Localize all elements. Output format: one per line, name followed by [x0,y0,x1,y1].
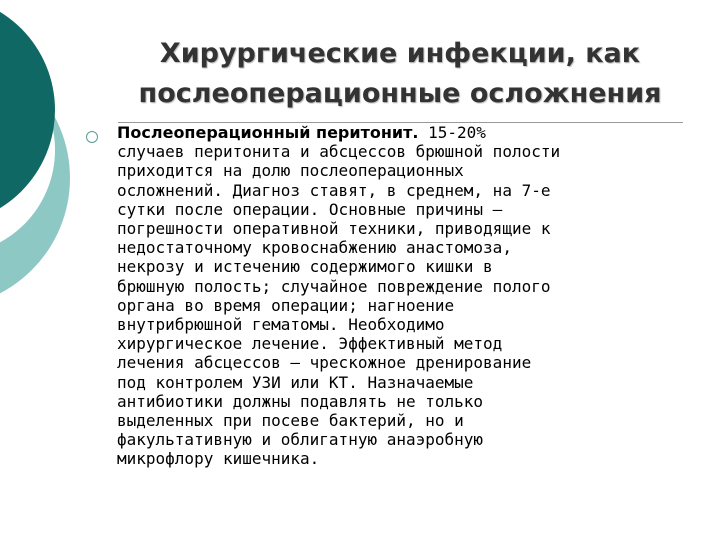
bullet-line: лечения абсцессов – чрескожное дренирование [117,353,532,373]
bullet-line: случаев перитонита и абсцессов брюшной полости [117,142,561,162]
bullet-line: недостаточному кровоснабжению анастомоза, [117,238,512,258]
bullet-line: приходится на долю послеоперационных [117,161,464,181]
bullet-line: под контролем УЗИ или КТ. Назначаемые [117,372,474,392]
title-line-1: Хирургические инфекции, как [159,38,641,69]
bullet-line: факультативную и облигатную анаэробную [117,430,484,450]
bullet-line-1 [117,123,692,142]
bullet-line: некрозу и истечению содержимого кишки в [117,257,493,277]
title-line-2: послеоперационные осложнения [138,78,662,109]
bullet-marker-icon [86,131,98,143]
bullet-line: антибиотики должны подавлять не только [117,391,484,411]
bullet-text [117,123,692,469]
decorative-circles [0,0,120,300]
bullet-lead: Послеоперационный перитонит. [117,123,419,142]
bullet-first-rest: 15-20% [418,123,486,142]
bullet-line: внутрибрюшной гематомы. Необходимо [117,315,445,335]
bullet-line: осложнений. Диагноз ставят, в среднем, на 7-е [117,180,551,200]
slide-title [110,34,690,114]
bullet-line: микрофлору кишечника. [117,449,320,469]
bullet-line: погрешности оперативной техники, приводящие к [117,219,551,239]
bullet-line: сутки после операции. Основные причины – [117,199,503,219]
bullet-line: выделенных при посеве бактерий, но и [117,411,464,431]
bullet-line: брюшную полость; случайное повреждение полого [117,276,551,296]
bullet-line: хирургическое лечение. Эффективный метод [117,334,503,354]
bullet-line: органа во время операции; нагноение [117,295,455,315]
